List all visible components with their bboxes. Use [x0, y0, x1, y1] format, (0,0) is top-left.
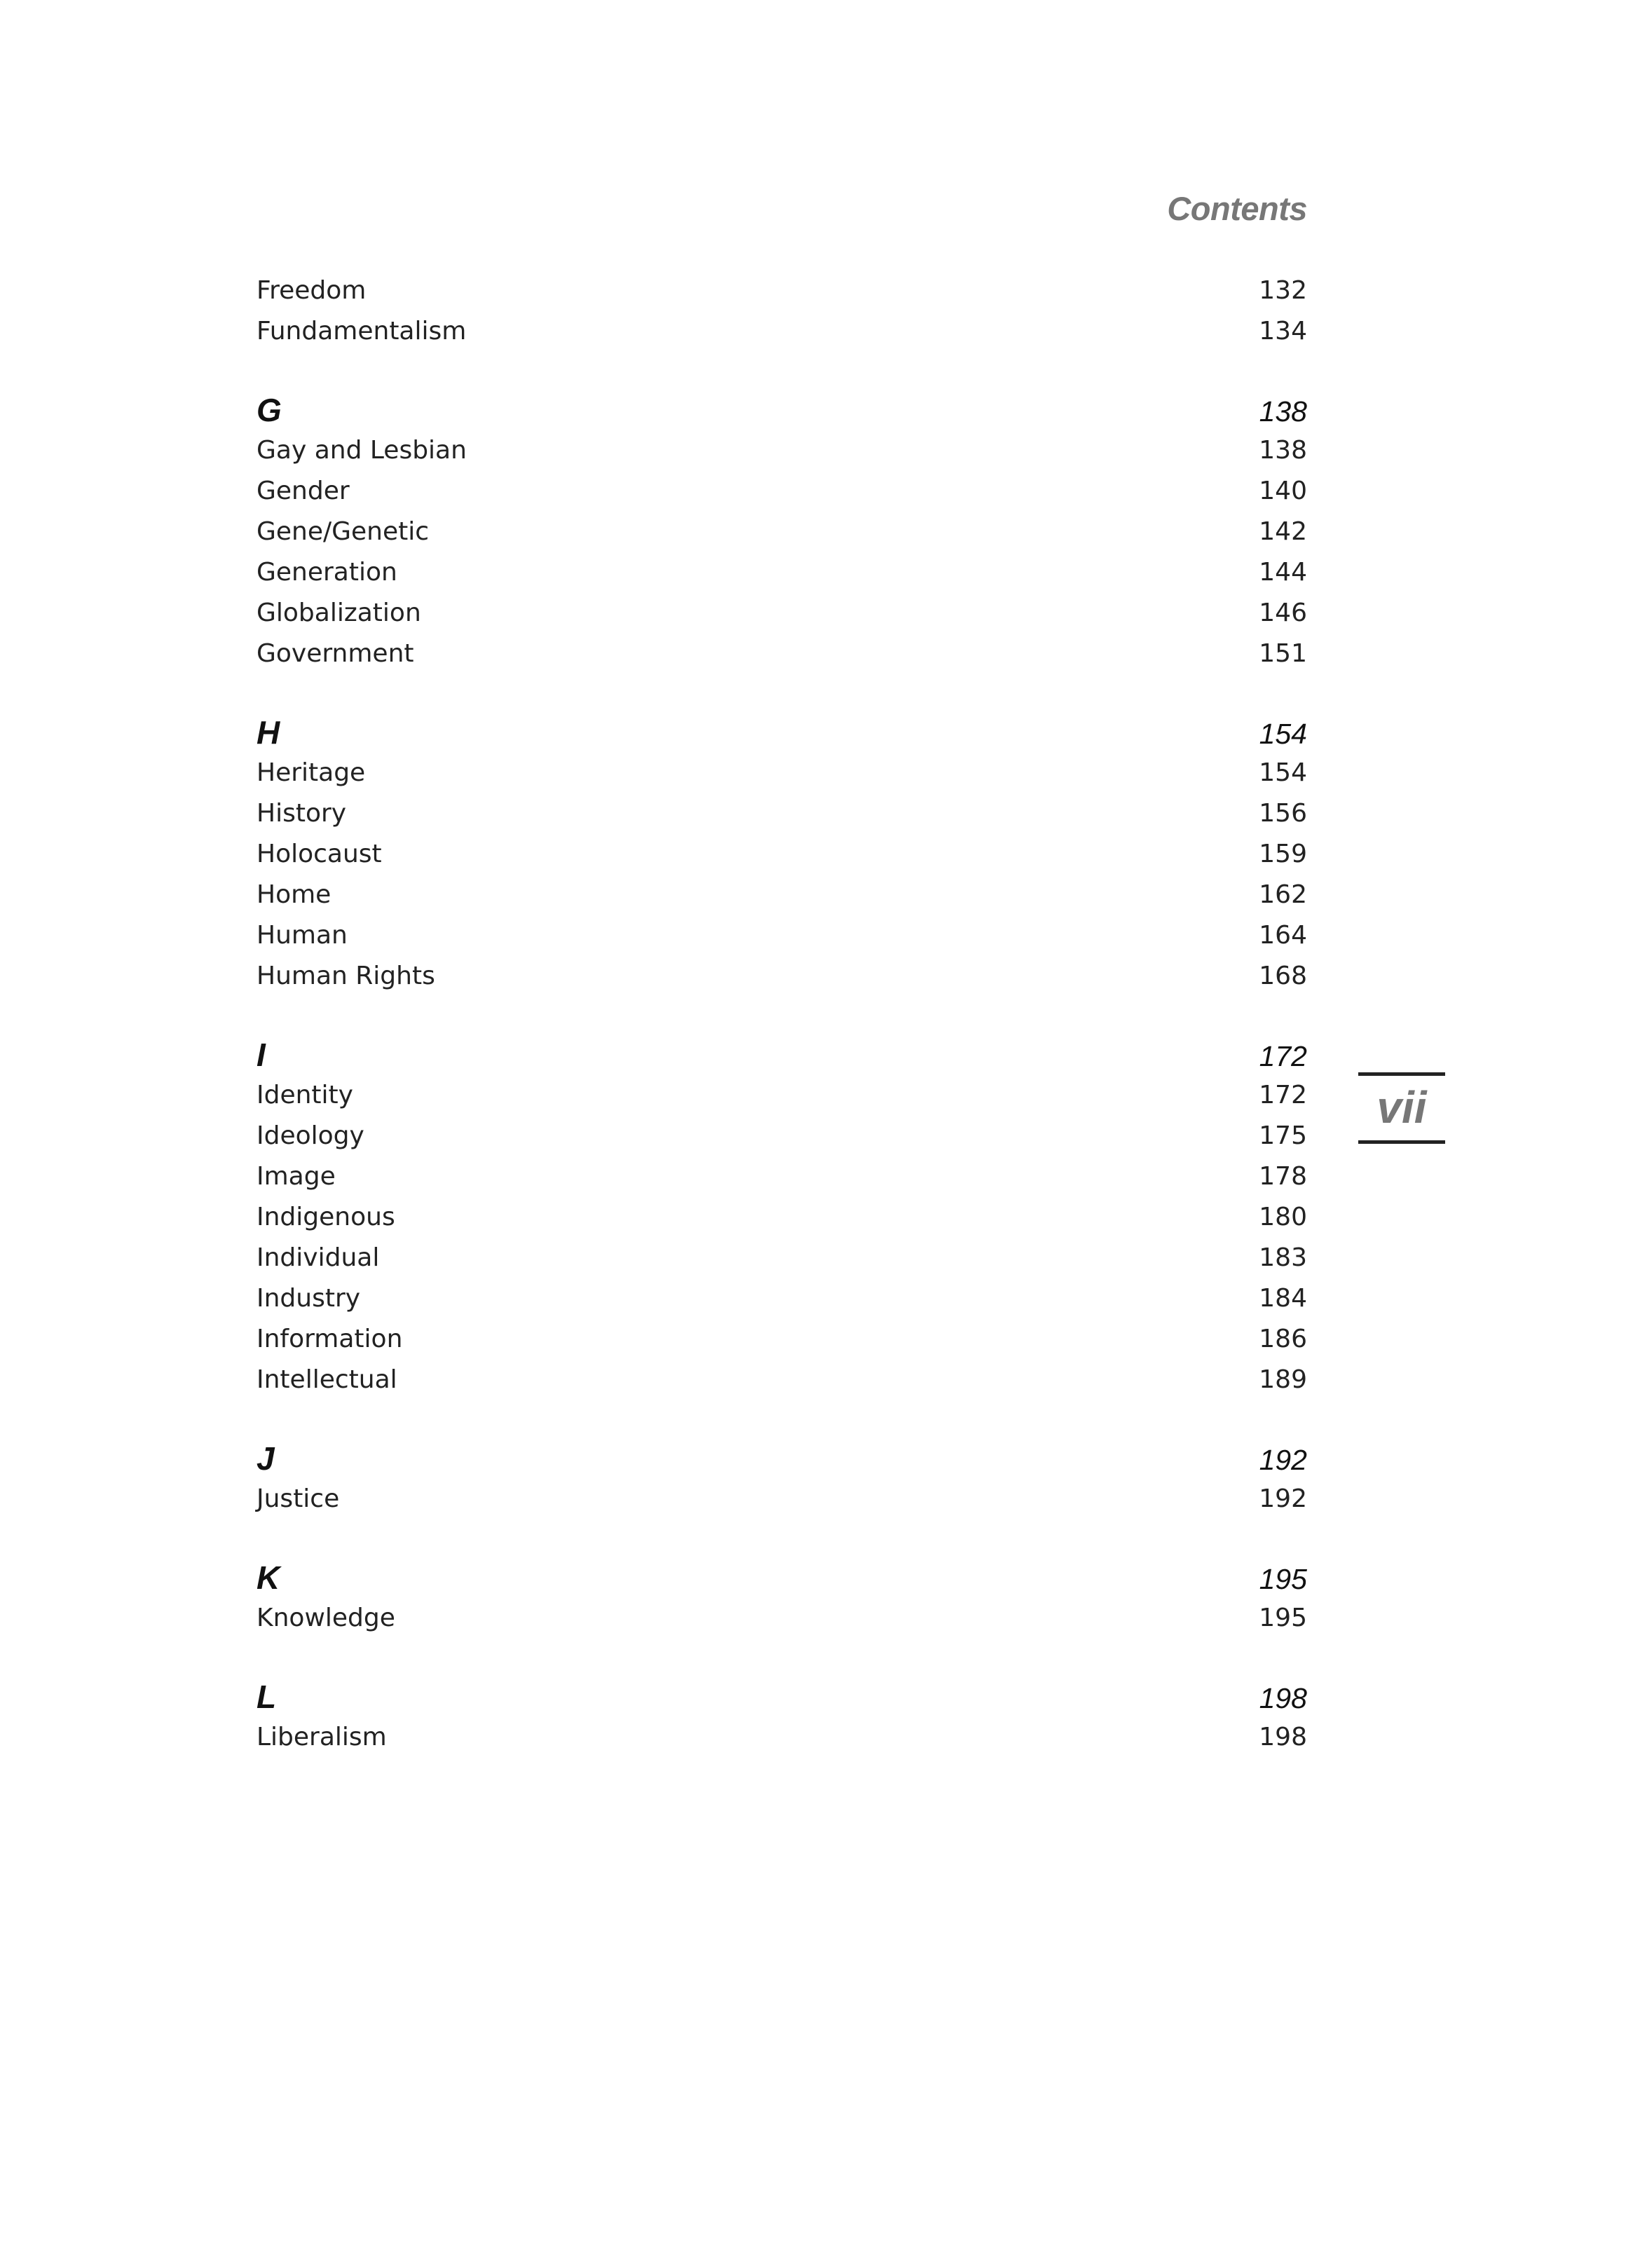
section-letter: K — [257, 1559, 280, 1596]
toc-entry-page: 146 — [1259, 599, 1307, 627]
section-page: 192 — [1259, 1444, 1307, 1476]
toc-entry[interactable] — [257, 1598, 1307, 1639]
page-folio — [1358, 1072, 1445, 1144]
toc-entry-page: 144 — [1259, 558, 1307, 587]
section-heading-h[interactable] — [257, 712, 1307, 753]
folio-rule-top — [1358, 1072, 1445, 1076]
section-heading-i[interactable] — [257, 1034, 1307, 1075]
toc-entry-title: Indigenous — [257, 1203, 395, 1231]
toc-entry-page: 195 — [1259, 1604, 1307, 1632]
toc-entry-title: Knowledge — [257, 1604, 395, 1632]
toc-entry-title: Ideology — [257, 1121, 364, 1150]
toc-entry-title: Intellectual — [257, 1365, 397, 1394]
toc-entry-title: Image — [257, 1162, 336, 1191]
section-heading-l[interactable] — [257, 1676, 1307, 1717]
toc-entry-page: 164 — [1259, 921, 1307, 950]
section-letter: G — [257, 392, 282, 428]
toc-entry-page: 154 — [1259, 758, 1307, 787]
toc-entry-title: Individual — [257, 1243, 380, 1272]
toc-entry[interactable] — [257, 271, 1307, 311]
toc-entry[interactable] — [257, 1197, 1307, 1238]
toc-entry-title: Globalization — [257, 599, 421, 627]
toc-entry-title: Justice — [257, 1484, 340, 1513]
toc-entry-title: Human Rights — [257, 962, 435, 990]
toc-entry[interactable] — [257, 1319, 1307, 1360]
toc-entry[interactable] — [257, 430, 1307, 471]
toc-entry-page: 180 — [1259, 1203, 1307, 1231]
folio-rule-bottom — [1358, 1140, 1445, 1144]
toc-entry-title: Holocaust — [257, 840, 382, 868]
toc-entry[interactable] — [257, 753, 1307, 793]
toc-entry[interactable] — [257, 875, 1307, 915]
toc-entry-page: 192 — [1259, 1484, 1307, 1513]
toc-entry-title: Liberalism — [257, 1723, 387, 1751]
toc-entry-title: Gay and Lesbian — [257, 436, 467, 465]
toc-entry[interactable] — [257, 634, 1307, 674]
toc-entry[interactable] — [257, 512, 1307, 552]
toc-entry[interactable] — [257, 552, 1307, 593]
toc-entry-page: 162 — [1259, 880, 1307, 909]
toc-entry-title: History — [257, 799, 347, 828]
toc-entry-page: 142 — [1259, 517, 1307, 546]
toc-entry[interactable] — [257, 1156, 1307, 1197]
toc-entry[interactable] — [257, 471, 1307, 512]
toc-entry-title: Government — [257, 639, 414, 668]
toc-entry-title: Industry — [257, 1284, 361, 1313]
page-number: vii — [1376, 1082, 1427, 1133]
toc-entry-title: Home — [257, 880, 332, 909]
toc-entry[interactable] — [257, 1116, 1307, 1156]
toc-entry-page: 151 — [1259, 639, 1307, 668]
section-heading-g[interactable] — [257, 390, 1307, 430]
toc-entry-title: Gene/Genetic — [257, 517, 430, 546]
toc-entry-page: 198 — [1259, 1723, 1307, 1751]
section-letter: J — [257, 1440, 275, 1477]
toc-entry-title: Information — [257, 1325, 403, 1353]
section-letter: H — [257, 714, 280, 751]
toc-entry[interactable] — [257, 1075, 1307, 1116]
toc-entry-page: 172 — [1259, 1081, 1307, 1109]
toc-entry-page: 186 — [1259, 1325, 1307, 1353]
page-title: Contents — [1167, 190, 1307, 227]
toc-entry-page: 175 — [1259, 1121, 1307, 1150]
section-page: 172 — [1259, 1040, 1307, 1072]
toc-entry-title: Generation — [257, 558, 397, 587]
section-page: 154 — [1259, 718, 1307, 750]
toc-entry[interactable] — [257, 1479, 1307, 1519]
toc-entry-title: Identity — [257, 1081, 353, 1109]
toc-entry[interactable] — [257, 793, 1307, 834]
toc-entry[interactable] — [257, 1360, 1307, 1400]
table-of-contents — [257, 271, 1307, 1758]
toc-entry[interactable] — [257, 311, 1307, 352]
toc-entry-page: 156 — [1259, 799, 1307, 828]
section-letter: L — [257, 1679, 277, 1715]
toc-entry-title: Human — [257, 921, 348, 950]
section-letter: I — [257, 1037, 266, 1073]
toc-entry-title: Heritage — [257, 758, 366, 787]
toc-entry-page: 140 — [1259, 477, 1307, 505]
section-page: 198 — [1259, 1682, 1307, 1714]
toc-entry-page: 183 — [1259, 1243, 1307, 1272]
toc-entry-page: 138 — [1259, 436, 1307, 465]
toc-entry-title: Freedom — [257, 276, 367, 305]
toc-entry-page: 159 — [1259, 840, 1307, 868]
toc-entry[interactable] — [257, 1278, 1307, 1319]
toc-entry-page: 168 — [1259, 962, 1307, 990]
section-heading-k[interactable] — [257, 1557, 1307, 1598]
toc-entry-page: 184 — [1259, 1284, 1307, 1313]
toc-entry-title: Fundamentalism — [257, 317, 467, 346]
toc-entry[interactable] — [257, 1238, 1307, 1278]
toc-entry-page: 134 — [1259, 317, 1307, 346]
toc-entry[interactable] — [257, 915, 1307, 956]
toc-entry-page: 132 — [1259, 276, 1307, 305]
toc-entry[interactable] — [257, 956, 1307, 997]
toc-entry[interactable] — [257, 1717, 1307, 1758]
section-page: 138 — [1259, 395, 1307, 428]
toc-entry[interactable] — [257, 593, 1307, 634]
toc-entry-page: 189 — [1259, 1365, 1307, 1394]
section-page: 195 — [1259, 1563, 1307, 1595]
toc-entry-page: 178 — [1259, 1162, 1307, 1191]
toc-entry-title: Gender — [257, 477, 350, 505]
section-heading-j[interactable] — [257, 1438, 1307, 1479]
toc-entry[interactable] — [257, 834, 1307, 875]
